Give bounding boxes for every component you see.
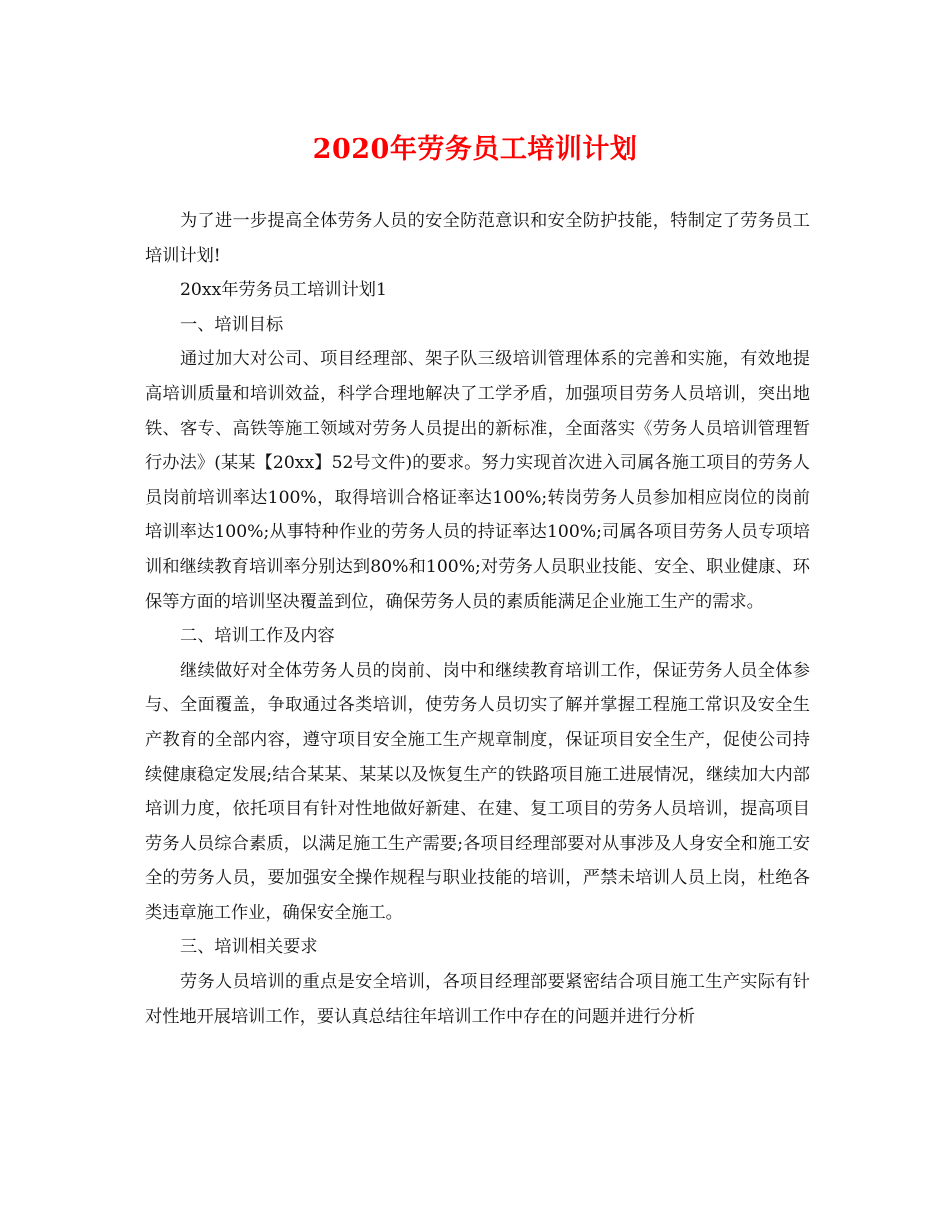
intro-paragraph: 为了进一步提高全体劳务人员的安全防范意识和安全防护技能，特制定了劳务员工培训计划! bbox=[145, 211, 810, 266]
section-heading-goals: 一、培训目标 bbox=[180, 314, 284, 335]
requirements-paragraph: 劳务人员培训的重点是安全培训，各项目经理部要紧密结合项目施工生产实际有针对性地开展培训工作，要认真总结往年培训工作中存在的问题并进行分析 bbox=[145, 972, 810, 1027]
section-heading-work-content: 二、培训工作及内容 bbox=[180, 626, 335, 647]
document-title: 2020年劳务员工培训计划 bbox=[312, 134, 638, 165]
document-body bbox=[145, 204, 810, 1034]
plan-heading: 20xx年劳务员工培训计划1 bbox=[180, 280, 387, 301]
section-heading-requirements: 三、培训相关要求 bbox=[180, 937, 318, 958]
goals-paragraph: 通过加大对公司、项目经理部、架子队三级培训管理体系的完善和实施，有效地提高培训质量和培训效益，科学合理地解决了工学矛盾，加强项目劳务人员培训，突出地铁、客专、高铁等施工领域对劳务人员提出的新标准，全面落实《劳务人员培训管理暂行办法》(某某【20xx】52号文件)的要求。努力实现首次进入司属各施工项目的劳务人员岗前培训率达100%，取得培训合格证率达100%;转岗劳务人员参加相应岗位的岗前培训率达100%;从事特种作业的劳务人员的持证率达100%;司属各项目劳务人员专项培训和继续教育培训率分别达到80%和100%;对劳务人员职业技能、安全、职业健康、环保等方面的培训坚决覆盖到位，确保劳务人员的素质能满足企业施工生产的需求。 bbox=[145, 349, 810, 612]
work-content-paragraph: 继续做好对全体劳务人员的岗前、岗中和继续教育培训工作，保证劳务人员全体参与、全面覆盖，争取通过各类培训，使劳务人员切实了解并掌握工程施工常识及安全生产教育的全部内容，遵守项目安全施工生产规章制度，保证项目安全生产，促使公司持续健康稳定发展;结合某某、某某以及恢复生产的铁路项目施工进展情况，继续加大内部培训力度，依托项目有针对性地做好新建、在建、复工项目的劳务人员培训，提高项目劳务人员综合素质，以满足施工生产需要;各项目经理部要对从事涉及人身安全和施工安全的劳务人员，要加强安全操作规程与职业技能的培训，严禁未培训人员上岗，杜绝各类违章施工作业，确保安全施工。 bbox=[145, 660, 810, 923]
